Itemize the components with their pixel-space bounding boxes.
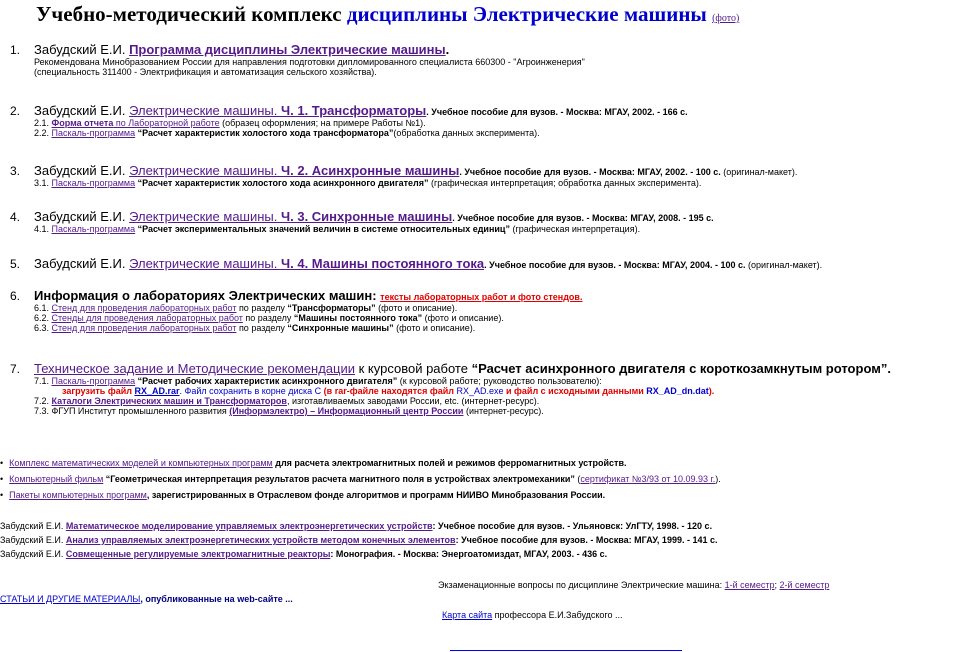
subitem-text: (графическая интерпретация; обработка данных эксперимента). [428,178,702,188]
semester-1-link[interactable]: 1-й семестр [724,580,775,590]
bullet-text: для расчета электромагнитных полей и режимов ферромагнитных устройств. [272,458,627,468]
section-name: “Синхронные машины” [287,323,394,333]
download-note-red: ). [708,386,715,396]
film-link[interactable]: Компьютерный фильм [9,474,104,484]
reference-details: : Учебное пособие для вузов. - Москва: МГАУ, 1999. - 141 с. [455,535,718,545]
book-link[interactable]: Электрические машины. [129,163,281,178]
stand-link[interactable]: Стенд для проведения лабораторных работ [51,323,237,333]
book-note: (оригинал-макет). [745,260,823,270]
reference-2 [0,535,717,545]
item-text: к курсовой работе [355,361,472,376]
subitem-text: (фото и описание). [393,323,476,333]
item-number: 1. [10,43,21,57]
subitem-title: “Расчет характеристик холостого хода трансформатора” [135,128,394,138]
item-number: 7. [10,362,21,376]
part-link[interactable]: Ч. 2. Асинхронные машины [280,163,460,178]
subitem-number: 3.1. [34,178,52,188]
subitem-text: (графическая интерпретация). [509,224,641,234]
book-details: . Учебное пособие для вузов. - Москва: МГАУ, 2002. - 166 с. [426,107,688,117]
subitem-text: , изготавливаемых заводами России, etc. (интернет-ресурс). [286,396,540,406]
subitem-title: “Расчет рабочих характеристик асинхронного двигателя” [135,376,398,386]
author: Забудский Е.И. [34,209,130,224]
math-models-link[interactable]: Комплекс математических моделей и компьютерных программ [9,458,273,468]
download-note-red: и файл с исходными данными [503,386,647,396]
reference-link[interactable]: Совмещенные регулируемые электромагнитные реакторы [65,549,331,559]
section-name: “Трансформаторы” [287,303,376,313]
title-part1: Учебно-методический комплекс [36,2,347,26]
sitemap-text: профессора Е.И.Забудского ... [492,610,623,620]
book-details: . Учебное пособие для вузов. - Москва: МГАУ, 2004. - 100 с. [484,260,746,270]
author: Забудский Е.И. [0,521,66,531]
exam-text: Экзаменационные вопросы по дисциплине Электрические машина: [438,580,725,590]
author: Забудский Е.И. [0,549,66,559]
title-part2: дисциплины Электрические машины [346,2,707,26]
author: Забудский Е.И. [34,256,130,271]
part-link[interactable]: Ч. 3. Синхронные машины [280,209,453,224]
articles [0,594,293,604]
subitem-title: “Расчет характеристик холостого хода асинхронного двигателя” [135,178,429,188]
subitem-number: 2.2. [34,128,52,138]
subitem-number: 2.1. [34,118,52,128]
articles-link[interactable]: СТАТЬИ И ДРУГИЕ МАТЕРИАЛЫ [0,594,141,604]
subitem-text: (фото и описание). [422,313,504,323]
subitem-text: (интернет-ресурс). [463,406,544,416]
bullet-text: “Геометрическая интерпретация результатов расчета магнитного поля в устройствах электромеханики” [103,474,575,484]
list-item-2 [10,103,688,138]
subitem-number: 6.3. [34,323,52,333]
item-note-2: (специальность 311400 - Электрификация и автоматизация сельского хозяйства). [34,67,377,77]
dot: . [445,42,450,57]
data-file-name: RX_AD_dn.dat [646,386,709,396]
subitem-number: 6.2. [34,313,52,323]
subitem-text: по разделу [236,323,288,333]
item-number: 2. [10,104,21,118]
subitem-text: (фото и описание). [375,303,458,313]
subitem-number: 4.1. [34,224,52,234]
subitem-number: 7.1. [34,376,52,386]
program-packages-link[interactable]: Пакеты компьютерных программ [9,490,147,500]
part-link[interactable]: Ч. 1. Трансформаторы [280,103,427,118]
reference-details: : Учебное пособие для вузов. - Ульяновск: УлГТУ, 1998. - 120 с. [432,521,713,531]
reference-link[interactable]: Математическое моделирование управляемых электроэнергетических устройств [65,521,433,531]
articles-text: , опубликованные на web-сайте ... [140,594,293,604]
list-item-6 [10,288,582,333]
bracket: ( [574,474,581,484]
tech-task-link[interactable]: Техническое задание и Методические рекомендации [34,361,355,376]
pascal-program-link[interactable]: Паскаль-программа [51,224,136,234]
subitem-text: (образец оформления; на примере Работы №1). [219,118,426,128]
semester-2-link[interactable]: 2-й семестр [779,580,830,590]
catalog-link[interactable]: Каталоги Электрических машин и Трансформаторов [51,396,287,406]
item-number: 5. [10,257,21,271]
author: Забудский Е.И. [34,163,130,178]
subitem-text: (к курсовой работе; руководство пользователю): [397,376,602,386]
exam-questions [438,580,829,590]
download-note: . Файл сохранить в корне диска С [179,386,324,396]
bullet-item-2 [0,474,721,484]
book-details: . Учебное пособие для вузов. - Москва: МГАУ, 2002. - 100 с. [459,167,721,177]
informelectro-link[interactable]: (Информэлектро) – Информационный центр России [229,406,464,416]
subitem-text: по разделу [242,313,294,323]
pascal-program-link[interactable]: Паскаль-программа [51,376,136,386]
lab-info-heading: Информация о лабораториях Электрических машин: [34,288,381,303]
page-title [36,2,739,27]
download-text: загрузить файл [62,386,135,396]
reference-link[interactable]: Анализ управляемых электроэнергетических устройств методом конечных элементов [65,535,456,545]
subitem-text: по разделу [236,303,288,313]
sitemap [442,610,623,620]
download-note-red: (в rar-файле находятся файл [323,386,457,396]
subitem-text: ФГУП Институт промышленного развития [51,406,230,416]
item-number: 6. [10,289,21,303]
divider [450,650,682,651]
list-item-4 [10,209,714,234]
rar-download-link[interactable]: RX_AD.rar [134,386,180,396]
list-item-1 [10,42,585,77]
program-link[interactable]: Программа дисциплины Электрические машины [129,42,446,57]
course-work-title: “Расчет асинхронного двигателя с короткозамкнутым ротором”. [471,361,891,376]
report-form-link[interactable]: Форма отчета [51,118,114,128]
lab-work-link[interactable]: по Лабораторной работе [113,118,220,128]
separator: ; [774,580,780,590]
item-number: 4. [10,210,21,224]
author: Забудский Е.И. [0,535,66,545]
subitem-number: 7.2. [34,396,52,406]
pascal-program-link[interactable]: Паскаль-программа [51,128,136,138]
list-item-5 [10,256,822,271]
certificate-link[interactable]: сертификат №3/93 от 10.09.93 г. [580,474,716,484]
sitemap-link[interactable]: Карта сайта [442,610,493,620]
exe-file-name: RX_AD.exe [456,386,504,396]
reference-1 [0,521,712,531]
item-note-1: Рекомендована Минобразованием России для направления подготовки дипломированного специалиста 660300 - "Агроинженерия" [34,57,585,67]
bullet-item-3 [0,490,605,500]
reference-3 [0,549,607,559]
subitem-title: “Расчет экспериментальных значений величин в системе относительных единиц” [135,224,510,234]
bracket: ). [715,474,721,484]
bullet-item-1 [0,458,627,468]
item-number: 3. [10,164,21,178]
author: Забудский Е.И. [34,42,130,57]
pascal-program-link[interactable]: Паскаль-программа [51,178,136,188]
book-details: . Учебное пособие для вузов. - Москва: МГАУ, 2008. - 195 с. [452,213,714,223]
reference-details: : Монография. - Москва: Энергоатомиздат, МГАУ, 2003. - 436 с. [330,549,608,559]
bullet-text: , зарегистрированных в Отраслевом фонде алгоритмов и программ НИИВО Минобразования России. [146,490,606,500]
photo-link[interactable]: (фото) [712,13,740,24]
book-link[interactable]: Электрические машины. [129,256,281,271]
list-item-7 [10,361,891,416]
subitem-number: 7.3. [34,406,52,416]
part-link[interactable]: Ч. 4. Машины постоянного тока [280,256,485,271]
author: Забудский Е.И. [34,103,130,118]
section-name: “Машины постоянного тока” [293,313,423,323]
stand-link[interactable]: Стенды для проведения лабораторных работ [51,313,243,323]
list-item-3 [10,163,797,188]
subitem-text: (обработка данных эксперимента). [393,128,540,138]
book-link[interactable]: Электрические машины. [129,209,281,224]
stand-link[interactable]: Стенд для проведения лабораторных работ [51,303,237,313]
subitem-number: 6.1. [34,303,52,313]
lab-texts-link[interactable]: тексты лабораторных работ и фото стендов. [380,292,583,302]
book-note: (оригинал-макет). [720,167,798,177]
book-link[interactable]: Электрические машины. [129,103,281,118]
